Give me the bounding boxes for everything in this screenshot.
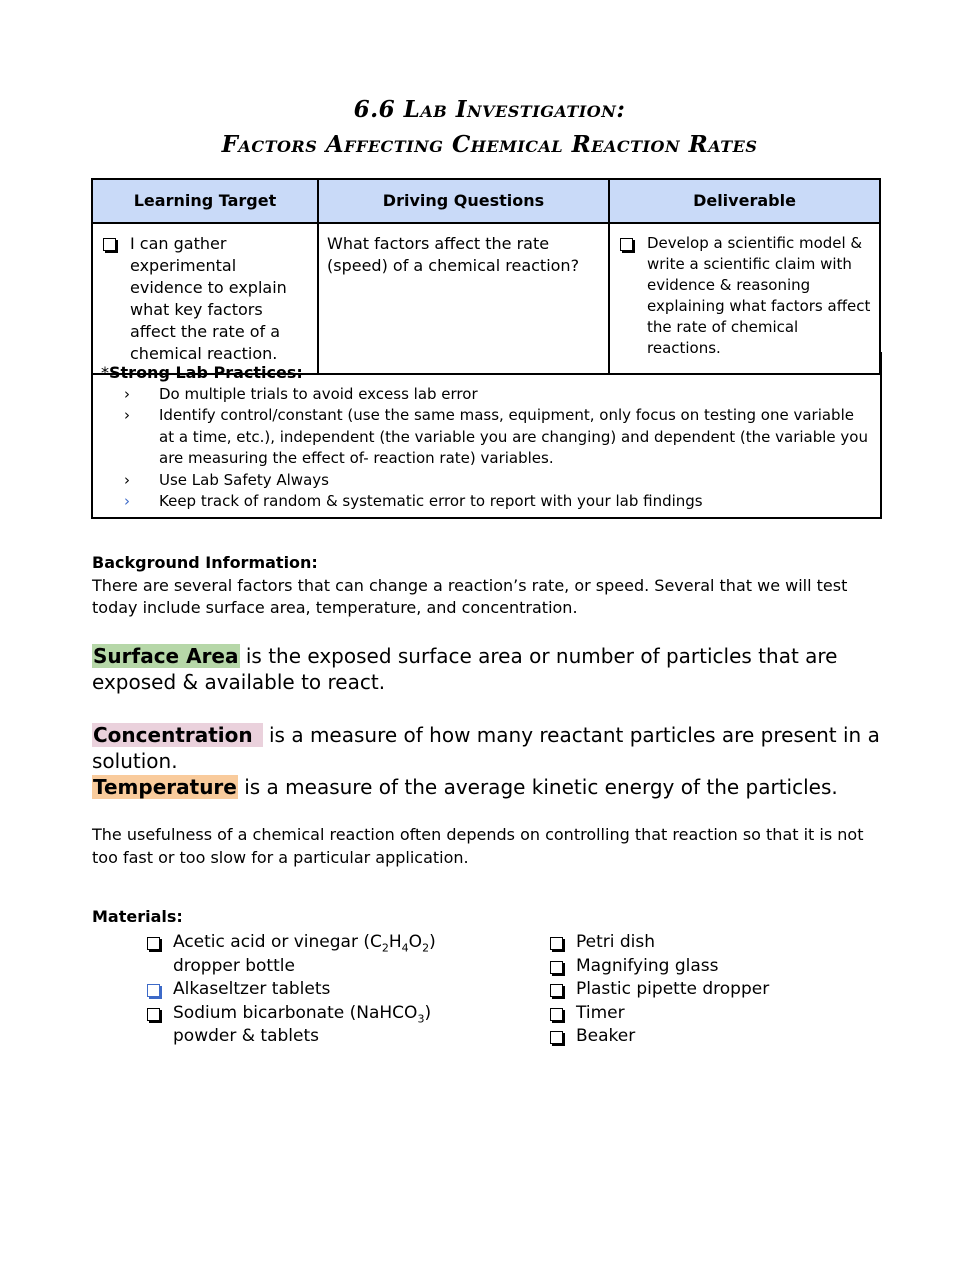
practices-prefix: * (101, 363, 109, 382)
checkbox-icon[interactable] (103, 238, 116, 251)
list-item: Alkaseltzer tablets (145, 978, 445, 1002)
list-item: › Use Lab Safety Always (101, 470, 872, 492)
driving-question-text: What factors affect the rate (speed) of a chemical reaction? (327, 234, 580, 275)
list-item: Magnifying glass (548, 955, 848, 979)
temperature-term: Temperature (93, 775, 237, 799)
arrow-icon: › (124, 470, 130, 489)
deliverable-item (618, 233, 871, 359)
checkbox-icon[interactable] (550, 937, 563, 950)
surface-area-definition: Surface Area is the exposed surface area or number of particles that are exposed & available to react. (92, 644, 838, 694)
header-deliverable: Deliverable (609, 179, 880, 223)
checkbox-icon[interactable] (550, 1008, 563, 1021)
checkbox-icon[interactable] (147, 1008, 160, 1021)
list-item: Petri dish (548, 931, 848, 955)
surface-area-term: Surface Area (93, 644, 239, 668)
list-item: Acetic acid or vinegar $(C_2H_4O_2)$ dropper bottle (145, 931, 445, 978)
temperature-definition: Temperature is a measure of the average kinetic energy of the particles. (93, 775, 838, 799)
learning-target-item (101, 233, 309, 365)
practices-list (101, 384, 872, 513)
checkbox-icon[interactable] (550, 961, 563, 974)
page-title-line2: Factors Affecting Chemical Reaction Rates (221, 131, 758, 158)
materials-left-list (145, 931, 445, 1049)
arrow-icon: › (124, 384, 130, 403)
usefulness-paragraph: The usefulness of a chemical reaction often depends on controlling that reaction so that it is not too fast or too slow for a particular application. (92, 825, 864, 867)
list-item: › Do multiple trials to avoid excess lab error (101, 384, 872, 406)
background-heading: Background Information: (92, 553, 318, 572)
concentration-term: Concentration (92, 723, 263, 747)
checkbox-icon[interactable] (147, 937, 160, 950)
learning-table (91, 178, 881, 375)
header-driving-questions: Driving Questions (318, 179, 609, 223)
list-item: Beaker (548, 1025, 848, 1049)
checkbox-icon[interactable] (550, 1031, 563, 1044)
deliverable-text: Develop a scientific model & write a scientific claim with evidence & reasoning explaining what factors affect the rate of chemical reactions. (647, 234, 871, 357)
list-item: Sodium bicarbonate (NaHCO$_3$) powder & tablets (145, 1002, 445, 1049)
materials-right-list (548, 931, 848, 1049)
list-item: › Identify control/constant (use the same mass, equipment, only focus on testing one variable at a time, etc.), independent (the variable you are changing) and dependent (the variable you are measuring the effect of- reaction rate) variables. (124, 406, 868, 467)
header-learning-target: Learning Target (92, 179, 318, 223)
checkbox-icon[interactable] (620, 238, 633, 251)
concentration-definition: Concentration is a measure of how many reactant particles are present in a solution. (92, 723, 880, 773)
practices-title: Strong Lab Practices: (109, 363, 303, 382)
checkbox-icon[interactable] (147, 984, 160, 997)
list-item: › Keep track of random & systematic error to report with your lab findings (101, 491, 872, 513)
lab-practices-box (91, 352, 882, 519)
list-item: Timer (548, 1002, 848, 1026)
checkbox-icon[interactable] (550, 984, 563, 997)
learning-target-text: I can gather experimental evidence to explain what key factors affect the rate of a chemical reaction. (130, 234, 287, 363)
page-title-line1: 6.6 Lab Investigation: (353, 96, 626, 123)
arrow-icon: › (124, 406, 130, 424)
materials-heading: Materials: (92, 907, 183, 926)
list-item: Plastic pipette dropper (548, 978, 848, 1002)
arrow-icon: › (124, 492, 130, 510)
background-text: There are several factors that can change a reaction’s rate, or speed. Several that we will test today include surface area, temperature, and concentration. (92, 576, 848, 617)
